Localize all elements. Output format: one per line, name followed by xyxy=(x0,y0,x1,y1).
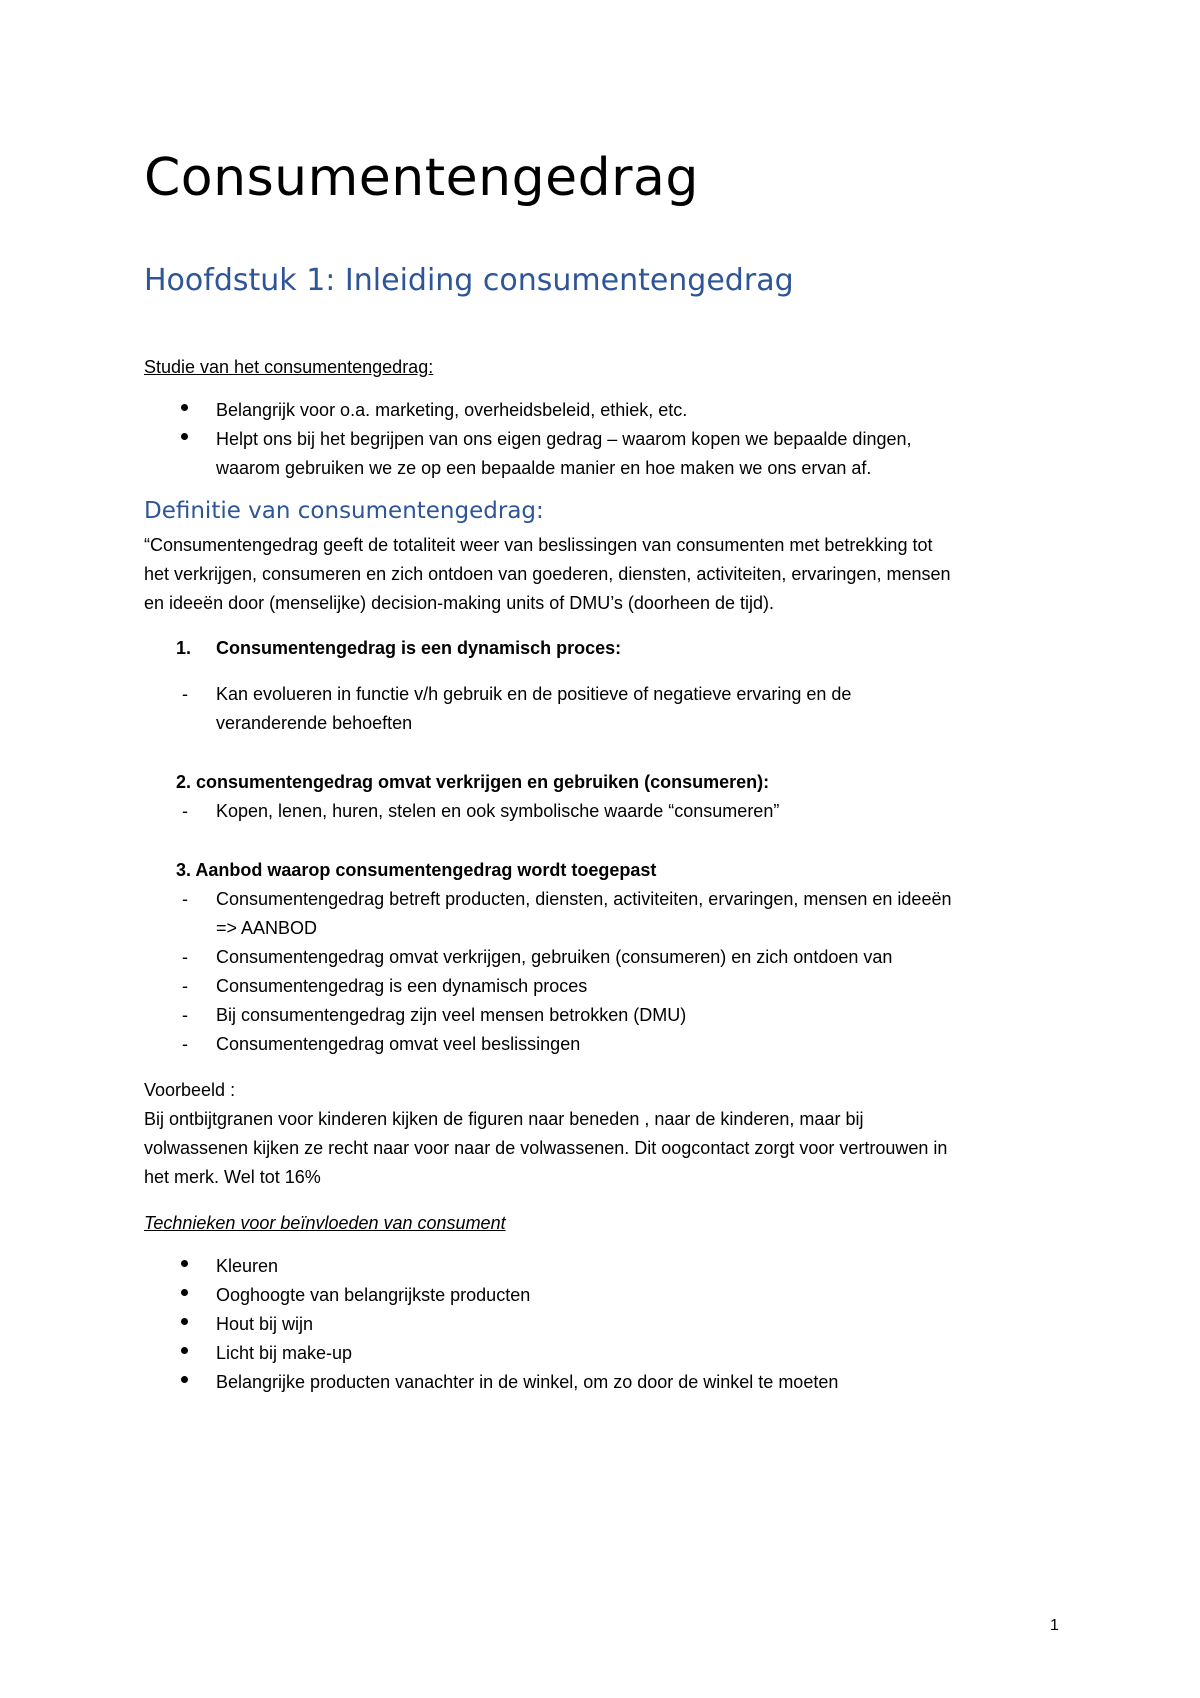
definitie-heading: Definitie van consumentengedrag: xyxy=(144,498,544,524)
bullet-icon xyxy=(181,1376,188,1383)
bullet-icon xyxy=(181,1318,188,1325)
point3-title: 3. Aanbod waarop consumentengedrag wordt toegepast xyxy=(176,860,657,880)
technieken-bullet-1: Kleuren xyxy=(216,1256,279,1276)
point3-item-4: Bij consumentengedrag zijn veel mensen betrokken (DMU) xyxy=(216,1005,687,1025)
point3-item-3: Consumentengedrag is een dynamisch proces xyxy=(216,976,588,996)
chapter-heading: Hoofdstuk 1: Inleiding consumentengedrag xyxy=(144,263,794,298)
technieken-bullet-3: Hout bij wijn xyxy=(216,1314,314,1334)
dash-marker: - xyxy=(182,947,188,967)
point1-item-1-continued: veranderende behoeften xyxy=(216,713,413,733)
definitie-line-3: en ideeën door (menselijke) decision-making units of DMU’s (doorheen de tijd). xyxy=(144,593,774,613)
point1-number: 1. xyxy=(176,638,192,658)
voorbeeld-label: Voorbeeld : xyxy=(144,1080,236,1100)
voorbeeld-line-1: Bij ontbijtgranen voor kinderen kijken de figuren naar beneden , naar de kinderen, maar bij xyxy=(144,1109,864,1129)
point3-item-5: Consumentengedrag omvat veel beslissingen xyxy=(216,1034,581,1054)
studie-bullet-1: Belangrijk voor o.a. marketing, overheidsbeleid, ethiek, etc. xyxy=(216,400,688,420)
point3-item-1: Consumentengedrag betreft producten, diensten, activiteiten, ervaringen, mensen en ideeën xyxy=(216,889,952,909)
document-title: Consumentengedrag xyxy=(144,148,699,208)
dash-marker: - xyxy=(182,684,188,704)
technieken-heading: Technieken voor beïnvloeden van consument xyxy=(144,1213,506,1233)
bullet-icon xyxy=(181,433,188,440)
studie-bullet-2: Helpt ons bij het begrijpen van ons eigen gedrag – waarom kopen we bepaalde dingen, xyxy=(216,429,912,449)
point1-title: Consumentengedrag is een dynamisch proces: xyxy=(216,638,622,658)
dash-marker: - xyxy=(182,1005,188,1025)
bullet-icon xyxy=(181,1289,188,1296)
dash-marker: - xyxy=(182,801,188,821)
voorbeeld-line-3: het merk. Wel tot 16% xyxy=(144,1167,321,1187)
point2-title: 2. consumentengedrag omvat verkrijgen en gebruiken (consumeren): xyxy=(176,772,770,792)
studie-heading: Studie van het consumentengedrag: xyxy=(144,357,434,377)
bullet-icon xyxy=(181,1260,188,1267)
point2-item-1: Kopen, lenen, huren, stelen en ook symbolische waarde “consumeren” xyxy=(216,801,780,821)
definitie-line-2: het verkrijgen, consumeren en zich ontdoen van goederen, diensten, activiteiten, ervaringen, mensen xyxy=(144,564,951,584)
point3-item-1-continued: => AANBOD xyxy=(216,918,318,938)
point1-item-1: Kan evolueren in functie v/h gebruik en de positieve of negatieve ervaring en de xyxy=(216,684,852,704)
technieken-bullet-2: Ooghoogte van belangrijkste producten xyxy=(216,1285,531,1305)
dash-marker: - xyxy=(182,1034,188,1054)
technieken-bullet-5: Belangrijke producten vanachter in de winkel, om zo door de winkel te moeten xyxy=(216,1372,839,1392)
dash-marker: - xyxy=(182,976,188,996)
bullet-icon xyxy=(181,1347,188,1354)
bullet-icon xyxy=(181,404,188,411)
definitie-line-1: “Consumentengedrag geeft de totaliteit weer van beslissingen van consumenten met betrekking tot xyxy=(144,535,933,555)
dash-marker: - xyxy=(182,889,188,909)
studie-bullet-2-continued: waarom gebruiken we ze op een bepaalde manier en hoe maken we ons ervan af. xyxy=(216,458,872,478)
technieken-bullet-4: Licht bij make-up xyxy=(216,1343,353,1363)
voorbeeld-line-2: volwassenen kijken ze recht naar voor naar de volwassenen. Dit oogcontact zorgt voor vertrouwen in xyxy=(144,1138,948,1158)
point3-item-2: Consumentengedrag omvat verkrijgen, gebruiken (consumeren) en zich ontdoen van xyxy=(216,947,893,967)
page-number: 1 xyxy=(1050,1617,1059,1634)
